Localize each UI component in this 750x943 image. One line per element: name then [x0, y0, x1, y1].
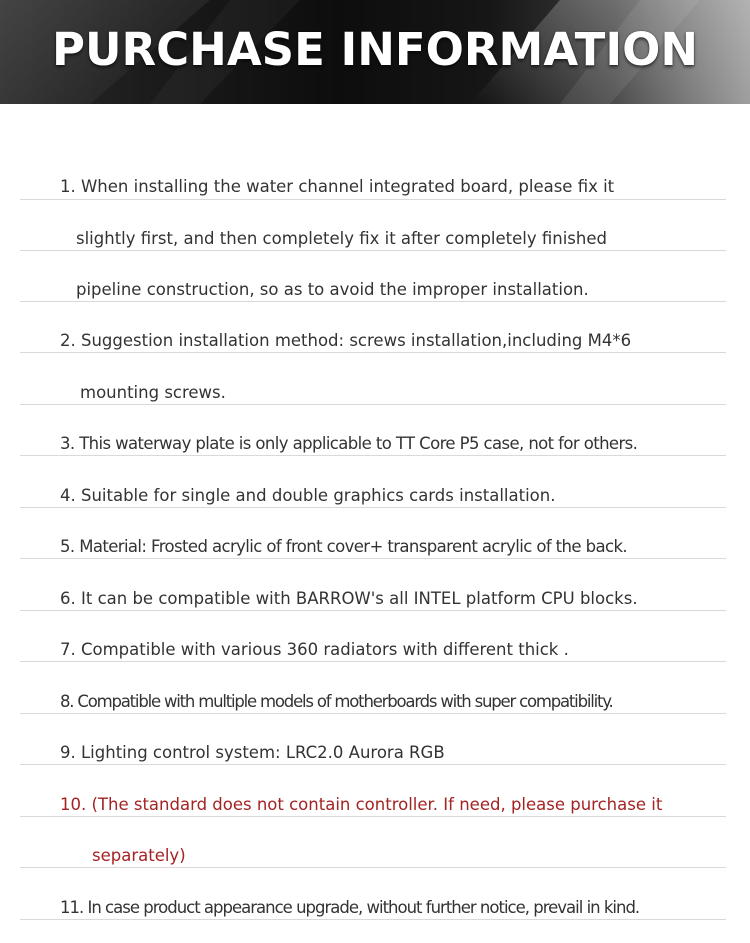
list-item-2-line-1: 2. Suggestion installation method: screws installation,including M4*6 — [60, 331, 632, 350]
row-divider — [20, 301, 726, 302]
row-divider — [20, 661, 726, 662]
list-item-6: 6. It can be compatible with BARROW's all INTEL platform CPU blocks. — [60, 589, 638, 608]
row-divider — [20, 199, 726, 200]
row-divider — [20, 558, 726, 559]
list-item-5: 5. Material: Frosted acrylic of front cover+ transparent acrylic of the back. — [60, 537, 628, 556]
row-divider — [20, 507, 726, 508]
row-divider — [20, 764, 726, 765]
list-item-11: 11. In case product appearance upgrade, without further notice, prevail in kind. — [60, 898, 640, 917]
list-item-9: 9. Lighting control system: LRC2.0 Aurora RGB — [60, 743, 445, 762]
list-item-1-line-1: 1. When installing the water channel integrated board, please fix it — [60, 177, 615, 196]
list-item-7: 7. Compatible with various 360 radiators with different thick . — [60, 640, 569, 659]
row-divider — [20, 352, 726, 353]
row-divider — [20, 713, 726, 714]
row-divider — [20, 867, 726, 868]
list-item-10-line-2: separately) — [92, 846, 186, 865]
row-divider — [20, 816, 726, 817]
list-item-3: 3. This waterway plate is only applicable to TT Core P5 case, not for others. — [60, 434, 638, 453]
list-item-4: 4. Suitable for single and double graphics cards installation. — [60, 486, 556, 505]
page-title: PURCHASE INFORMATION — [51, 23, 699, 76]
row-divider — [20, 919, 726, 920]
list-item-1-line-2: slightly first, and then completely fix it after completely finished — [76, 229, 607, 248]
list-item-2-line-2: mounting screws. — [80, 383, 226, 402]
row-divider — [20, 455, 726, 456]
row-divider — [20, 404, 726, 405]
list-item-10-line-1: 10. (The standard does not contain controller. If need, please purchase it — [60, 795, 663, 814]
list-item-1-line-3: pipeline construction, so as to avoid the improper installation. — [76, 280, 589, 299]
row-divider — [20, 250, 726, 251]
list-item-8: 8. Compatible with multiple models of motherboards with super compatibility. — [60, 692, 613, 711]
row-divider — [20, 610, 726, 611]
